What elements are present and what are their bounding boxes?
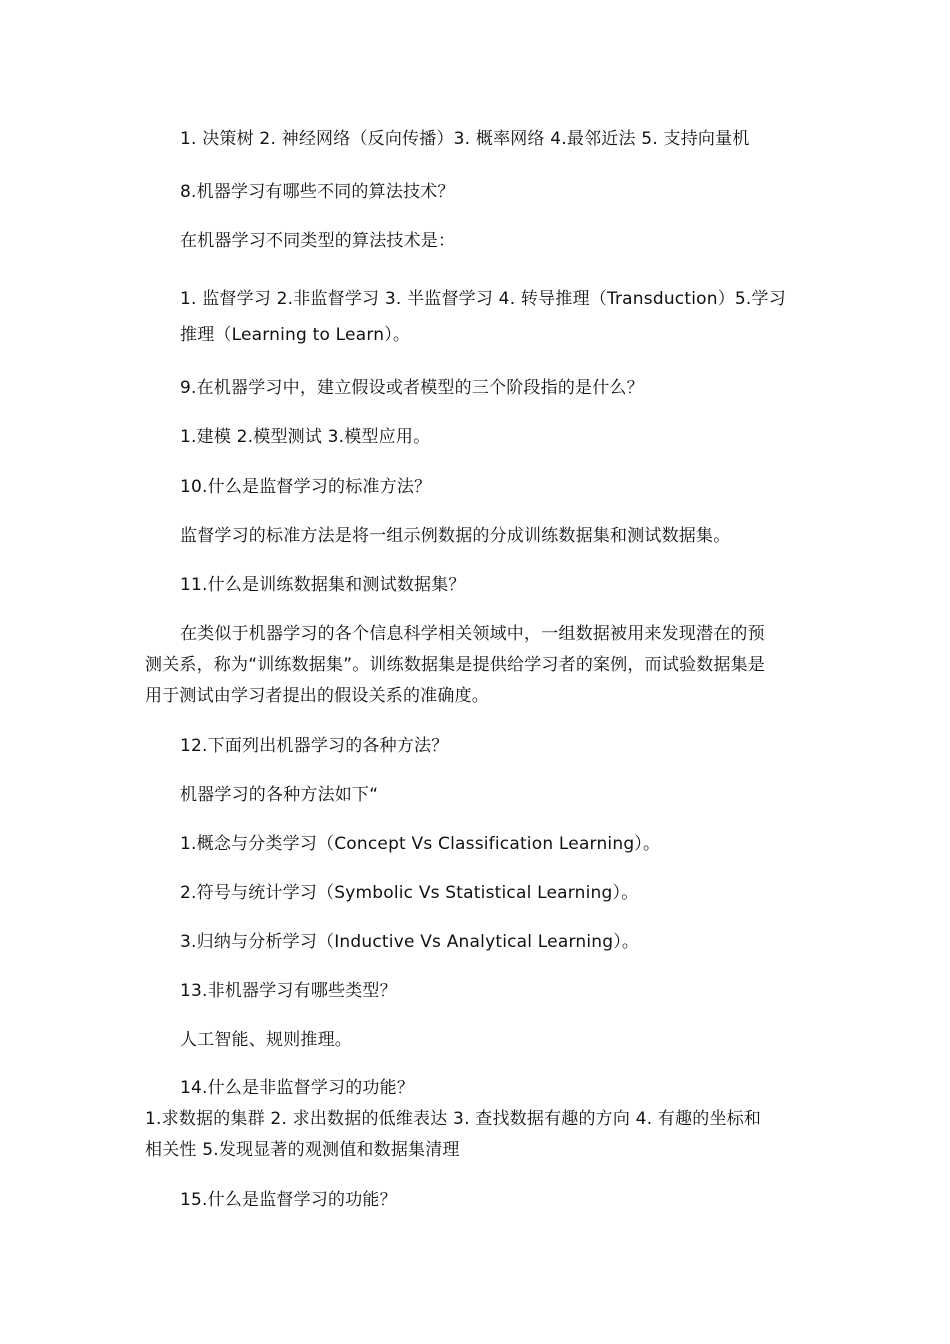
answer-12-intro: 机器学习的各种方法如下“	[180, 785, 379, 805]
question-12: 12.下面列出机器学习的各种方法？	[180, 736, 449, 756]
answer-8-list-line-1: 1. 监督学习 2.非监督学习 3. 半监督学习 4. 转导推理（Transduction）5.学习	[180, 289, 786, 309]
answer-11-line-1: 在类似于机器学习的各个信息科学相关领域中，一组数据被用来发现潜在的预	[180, 624, 765, 644]
answer-7-list: 1. 决策树 2. 神经网络（反向传播）3. 概率网络 4.最邻近法 5. 支持向量机	[180, 129, 750, 149]
answer-12-item-3: 3.归纳与分析学习（Inductive Vs Analytical Learning）。	[180, 932, 640, 952]
answer-12-item-1: 1.概念与分类学习（Concept Vs Classification Learning）。	[180, 834, 661, 854]
answer-8-list-line-2: 推理（Learning to Learn）。	[180, 325, 411, 345]
answer-10: 监督学习的标准方法是将一组示例数据的分成训练数据集和测试数据集。	[180, 526, 731, 546]
question-9: 9.在机器学习中，建立假设或者模型的三个阶段指的是什么？	[180, 378, 644, 398]
question-13: 13.非机器学习有哪些类型？	[180, 981, 397, 1001]
answer-14-line-1: 1.求数据的集群 2. 求出数据的低维表达 3. 查找数据有趣的方向 4. 有趣的坐标和	[145, 1109, 762, 1129]
answer-9: 1.建模 2.模型测试 3.模型应用。	[180, 427, 431, 447]
answer-13: 人工智能、规则推理。	[180, 1030, 352, 1050]
answer-8-intro: 在机器学习不同类型的算法技术是：	[180, 231, 456, 251]
answer-14-line-2: 相关性 5.发现显著的观测值和数据集清理	[145, 1140, 460, 1160]
question-14: 14.什么是非监督学习的功能？	[180, 1078, 415, 1098]
answer-12-item-2: 2.符号与统计学习（Symbolic Vs Statistical Learning）。	[180, 883, 639, 903]
question-8: 8.机器学习有哪些不同的算法技术？	[180, 182, 455, 202]
question-11: 11.什么是训练数据集和测试数据集？	[180, 575, 466, 595]
question-15: 15.什么是监督学习的功能？	[180, 1190, 397, 1210]
answer-11-line-3: 用于测试由学习者提出的假设关系的准确度。	[145, 686, 489, 706]
answer-11-line-2: 测关系，称为“训练数据集”。训练数据集是提供给学习者的案例，而试验数据集是	[145, 655, 766, 675]
question-10: 10.什么是监督学习的标准方法？	[180, 477, 432, 497]
